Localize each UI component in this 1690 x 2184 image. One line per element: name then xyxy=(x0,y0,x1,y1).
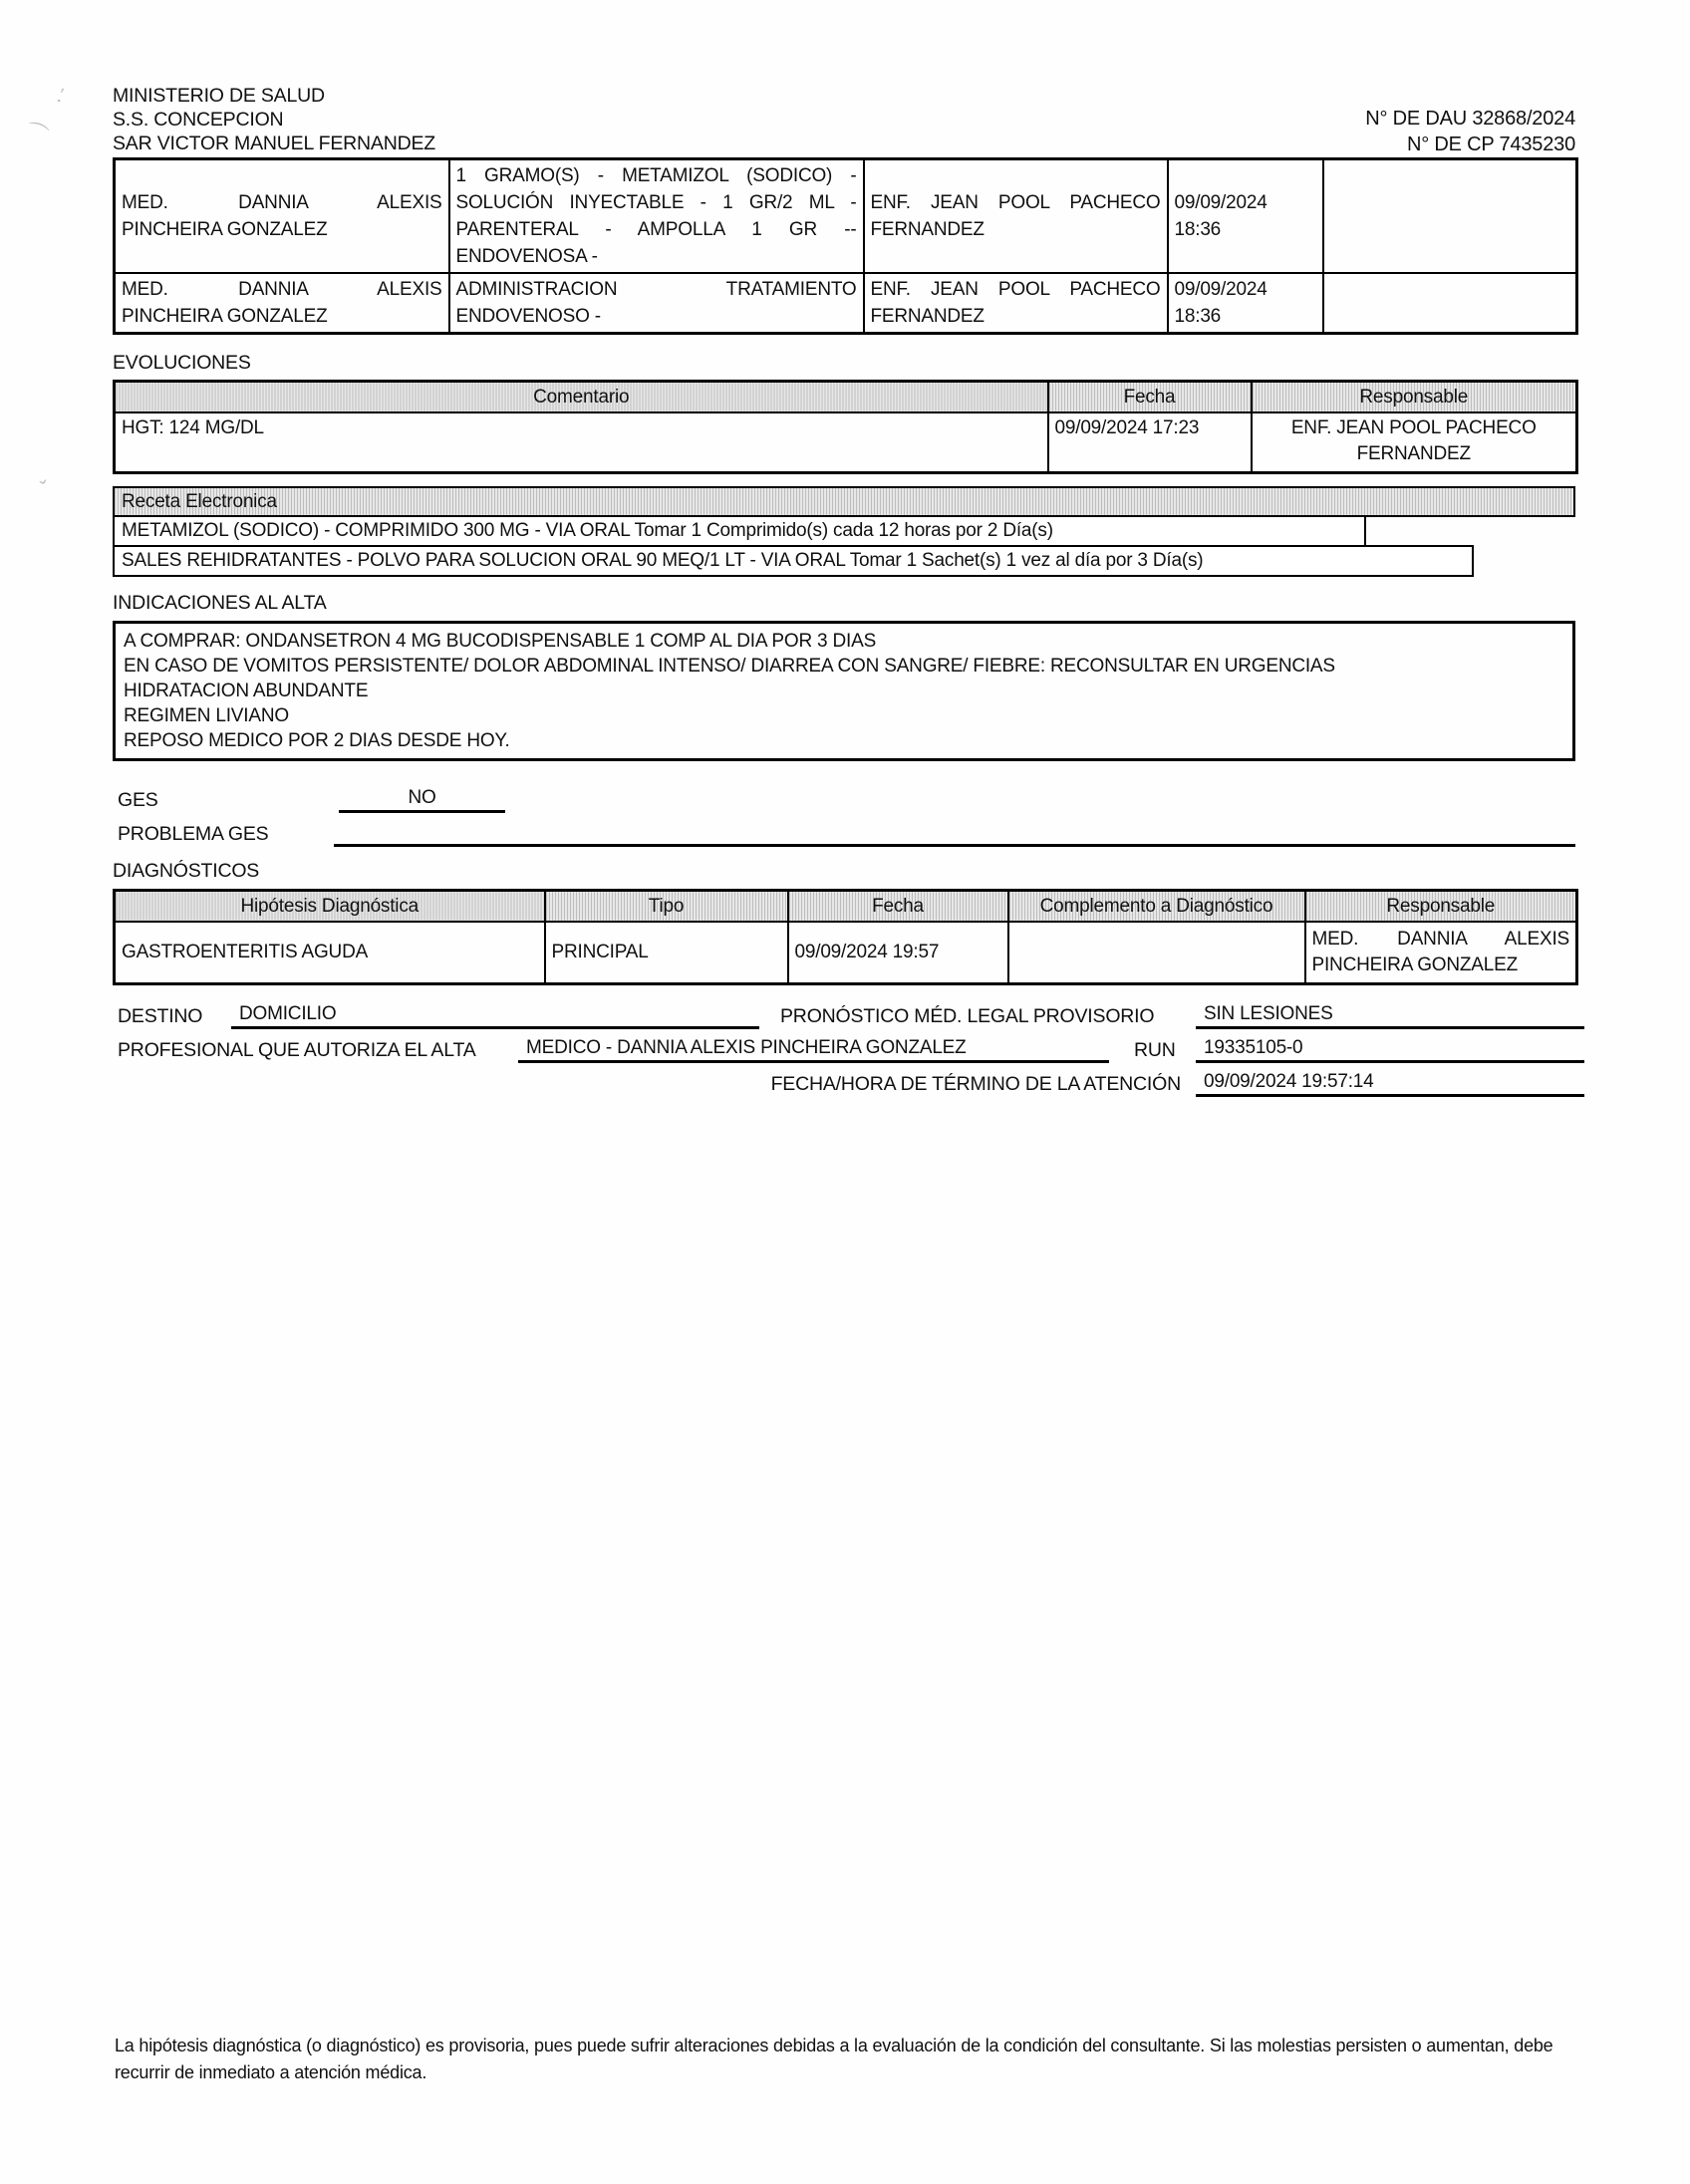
run-label: RUN xyxy=(1134,1039,1176,1061)
order-prescriber-cell: MED. DANNIA ALEXIS PINCHEIRA GONZALEZ xyxy=(115,273,449,334)
termino-atencion-row xyxy=(113,1069,1575,1103)
facility-name: SAR VICTOR MANUEL FERNANDEZ xyxy=(113,133,435,154)
cp-number: N° DE CP 7435230 xyxy=(1407,134,1575,155)
ges-value: NO xyxy=(339,785,505,813)
diagnosticos-table xyxy=(113,889,1578,985)
column-header-fecha: Fecha xyxy=(1048,382,1252,413)
diagnosticos-title: DIAGNÓSTICOS xyxy=(113,860,260,882)
order-row xyxy=(115,159,1577,274)
indicacion-line: EN CASO DE VOMITOS PERSISTENTE/ DOLOR ABDOMINAL INTENSO/ DIARREA CON SANGRE/ FIEBRE: RECONSULTAR EN URGENCIAS xyxy=(124,656,1335,677)
order-row xyxy=(115,273,1577,334)
indicacion-line: REPOSO MEDICO POR 2 DIAS DESDE HOY. xyxy=(124,730,510,751)
evolucion-responsable-cell: ENF. JEAN POOL PACHECO FERNANDEZ xyxy=(1252,412,1577,473)
ges-row xyxy=(113,785,1575,819)
problema-ges-row xyxy=(113,819,1575,853)
order-extra-cell xyxy=(1323,273,1577,334)
health-service-name: S.S. CONCEPCION xyxy=(113,109,284,131)
document-header xyxy=(113,0,1575,157)
ministry-name: MINISTERIO DE SALUD xyxy=(113,85,325,107)
column-header-complemento: Complemento a Diagnóstico xyxy=(1008,891,1305,923)
termino-label: FECHA/HORA DE TÉRMINO DE LA ATENCIÓN xyxy=(770,1073,1181,1095)
evoluciones-title: EVOLUCIONES xyxy=(113,352,251,374)
order-extra-cell xyxy=(1323,159,1577,274)
profesional-label: PROFESIONAL QUE AUTORIZA EL ALTA xyxy=(118,1039,476,1061)
termino-value: 09/09/2024 19:57:14 xyxy=(1196,1069,1584,1097)
prescription-item: METAMIZOL (SODICO) - COMPRIMIDO 300 MG - VIA ORAL Tomar 1 Comprimido(s) cada 12 horas por 2 Día(s) xyxy=(113,515,1366,547)
indicaciones-title: INDICACIONES AL ALTA xyxy=(113,592,327,614)
order-detail-cell: ADMINISTRACION TRATAMIENTO ENDOVENOSO - xyxy=(449,273,864,334)
order-responsible-cell: ENF. JEAN POOL PACHECO FERNANDEZ xyxy=(864,159,1168,274)
destino-value: DOMICILIO xyxy=(231,1001,759,1029)
diagnostico-tipo-cell: PRINCIPAL xyxy=(545,922,788,984)
dau-number: N° DE DAU 32868/2024 xyxy=(1365,108,1575,130)
disclaimer-text: La hipótesis diagnóstica (o diagnóstico) es provisoria, pues puede sufrir alteraciones debidas a la evaluación de la condición del consultante. Si las molestias persisten o aumentan, debe recurrir de inmediato a atención médica. xyxy=(115,2036,1553,2082)
scan-artifact: ·´ xyxy=(51,84,73,113)
prescription-item: SALES REHIDRATANTES - POLVO PARA SOLUCION ORAL 90 MEQ/1 LT - VIA ORAL Tomar 1 Sachet(s) 1 vez al día por 3 Día(s) xyxy=(113,545,1474,577)
document-numbers-block xyxy=(1365,84,1575,157)
orders-table xyxy=(113,157,1578,335)
order-detail-cell: 1 GRAMO(S) - METAMIZOL (SODICO) - SOLUCIÓN INYECTABLE - 1 GR/2 ML - PARENTERAL - AMPOLLA 1 GR -- ENDOVENOSA - xyxy=(449,159,864,274)
column-header-comentario: Comentario xyxy=(115,382,1048,413)
profesional-value: MEDICO - DANNIA ALEXIS PINCHEIRA GONZALEZ xyxy=(518,1035,1109,1063)
receta-electronica-title: Receta Electronica xyxy=(113,486,1575,517)
indicacion-line: A COMPRAR: ONDANSETRON 4 MG BUCODISPENSABLE 1 COMP AL DIA POR 3 DIAS xyxy=(124,631,877,652)
scan-artifact: ⌒ xyxy=(22,118,52,149)
diagnostico-row xyxy=(115,922,1577,984)
profesional-row xyxy=(113,1035,1575,1069)
order-prescriber-cell: MED. DANNIA ALEXIS PINCHEIRA GONZALEZ xyxy=(115,159,449,274)
problema-ges-label: PROBLEMA GES xyxy=(118,823,269,845)
column-header-responsable: Responsable xyxy=(1252,382,1577,413)
order-responsible-cell: ENF. JEAN POOL PACHECO FERNANDEZ xyxy=(864,273,1168,334)
evolucion-row xyxy=(115,412,1577,473)
institution-block xyxy=(113,84,435,157)
destino-row xyxy=(113,1001,1575,1035)
destino-label: DESTINO xyxy=(118,1005,203,1027)
diagnostico-responsable-cell: MED. DANNIA ALEXIS PINCHEIRA GONZALEZ xyxy=(1305,922,1577,984)
receta-electronica-section xyxy=(113,486,1575,577)
column-header-fecha: Fecha xyxy=(788,891,1008,923)
diagnosticos-header-row xyxy=(115,891,1577,923)
column-header-tipo: Tipo xyxy=(545,891,788,923)
diagnostico-hipotesis-cell: GASTROENTERITIS AGUDA xyxy=(115,922,545,984)
order-datetime-cell: 09/09/2024 18:36 xyxy=(1168,159,1323,274)
run-value: 19335105-0 xyxy=(1196,1035,1584,1063)
evoluciones-header-row xyxy=(115,382,1577,413)
ges-label: GES xyxy=(118,789,158,811)
column-header-responsable: Responsable xyxy=(1305,891,1577,923)
evolucion-fecha-cell: 09/09/2024 17:23 xyxy=(1048,412,1252,473)
problema-ges-value xyxy=(334,819,1575,847)
order-datetime-cell: 09/09/2024 18:36 xyxy=(1168,273,1323,334)
column-header-hipotesis: Hipótesis Diagnóstica xyxy=(115,891,545,923)
scan-artifact: ˇ xyxy=(38,475,53,502)
diagnostico-fecha-cell: 09/09/2024 19:57 xyxy=(788,922,1008,984)
pronostico-label: PRONÓSTICO MÉD. LEGAL PROVISORIO xyxy=(780,1005,1155,1027)
evoluciones-table xyxy=(113,380,1578,474)
indicaciones-box xyxy=(113,621,1575,761)
indicacion-line: HIDRATACION ABUNDANTE xyxy=(124,681,369,701)
indicacion-line: REGIMEN LIVIANO xyxy=(124,705,289,726)
diagnostico-complemento-cell xyxy=(1008,922,1305,984)
pronostico-value: SIN LESIONES xyxy=(1196,1001,1584,1029)
evolucion-comentario-cell: HGT: 124 MG/DL xyxy=(115,412,1048,473)
